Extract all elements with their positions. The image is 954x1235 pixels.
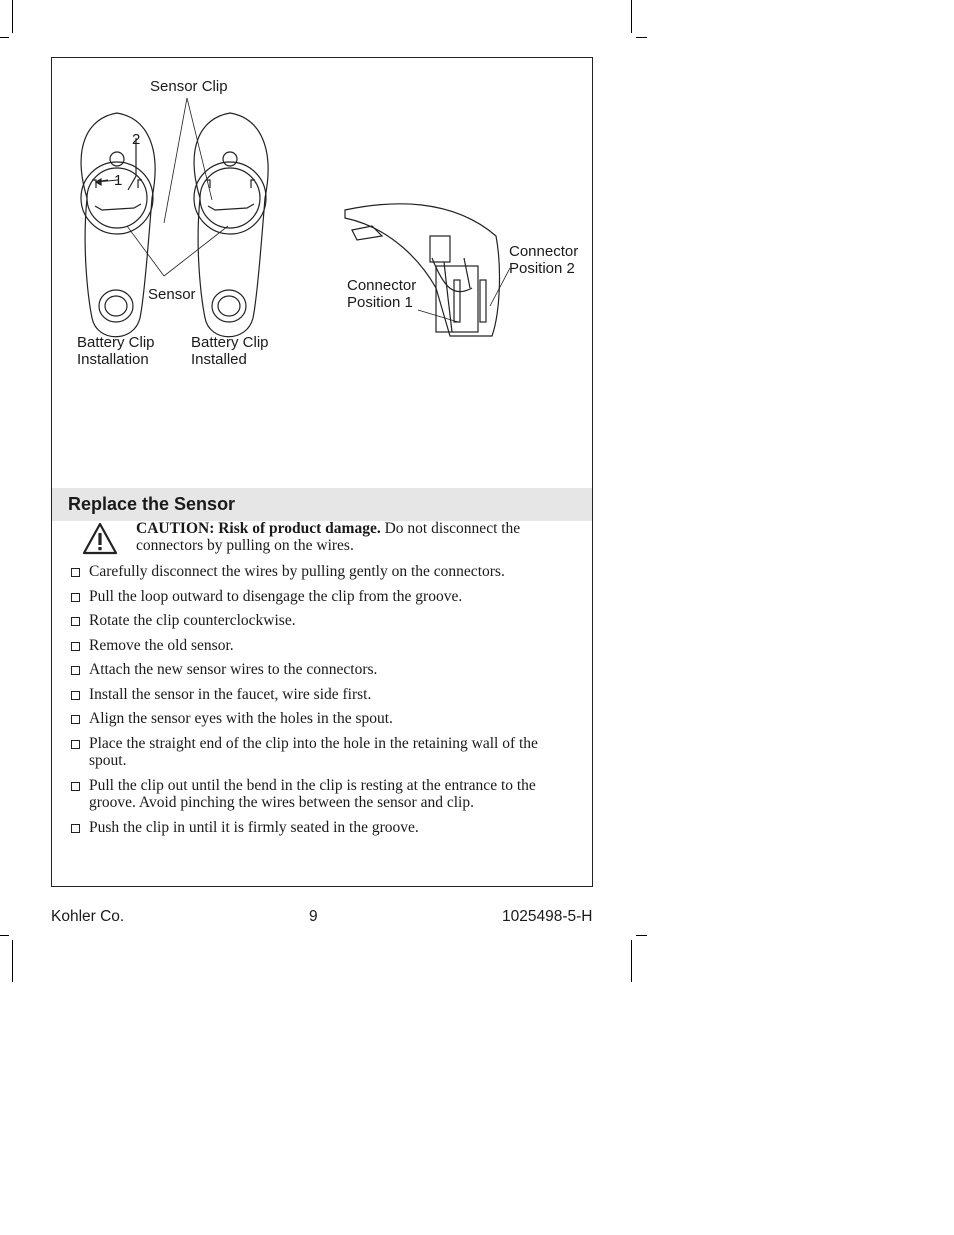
- checkbox-bullet-icon: [71, 782, 80, 791]
- connector-position-1-label-line2: Position 1: [347, 294, 413, 311]
- caution-body: Do not disconnect the connectors by pulling on the wires.: [136, 520, 521, 554]
- connector-position-2-label-line2: Position 2: [509, 260, 575, 277]
- list-item: [70, 563, 540, 581]
- checkbox-bullet-icon: [71, 568, 80, 577]
- checkbox-bullet-icon: [71, 642, 80, 651]
- list-item: [70, 686, 540, 704]
- battery-clip-installation-drawing: [81, 113, 155, 337]
- list-item: [70, 637, 540, 655]
- checkbox-bullet-icon: [71, 593, 80, 602]
- crop-mark: [636, 37, 647, 38]
- crop-mark: [12, 940, 13, 982]
- step-text: Carefully disconnect the wires by pulling gently on the connectors.: [89, 563, 505, 580]
- list-item: [70, 661, 540, 679]
- document-number: 1025498-5-H: [502, 908, 593, 925]
- checkbox-bullet-icon: [71, 617, 80, 626]
- caution-heading: CAUTION: Risk of product damage.: [136, 520, 381, 537]
- crop-mark: [0, 935, 9, 936]
- page-number: 9: [309, 908, 318, 925]
- faucet-spout-drawing: [345, 204, 499, 336]
- step-text: Install the sensor in the faucet, wire side first.: [89, 685, 372, 703]
- callout-2-label: 2: [132, 131, 141, 148]
- step-text: Pull the clip out until the bend in the clip is resting at the entrance to the groove. Avoid pinching the wires between the sensor and clip.: [89, 776, 536, 811]
- step-text: Attach the new sensor wires to the connectors.: [89, 661, 378, 678]
- step-text: Place the straight end of the clip into the hole in the retaining wall of the spout.: [89, 734, 538, 769]
- sensor-label: Sensor: [148, 286, 196, 303]
- crop-mark: [12, 0, 13, 33]
- list-item: [70, 588, 540, 606]
- steps-list: [70, 563, 540, 843]
- caution-note: [136, 520, 576, 554]
- connector-position-2-label-line1: Connector: [509, 243, 579, 260]
- checkbox-bullet-icon: [71, 824, 80, 833]
- checkbox-bullet-icon: [71, 691, 80, 700]
- checkbox-bullet-icon: [71, 715, 80, 724]
- callout-1-label: 1: [114, 172, 123, 189]
- step-text: Pull the loop outward to disengage the clip from the groove.: [89, 587, 463, 605]
- content-box: [51, 57, 593, 887]
- step-text: Push the clip in until it is firmly seated in the groove.: [89, 818, 419, 836]
- list-item: [70, 612, 540, 630]
- crop-mark: [631, 0, 632, 33]
- footer-company: Kohler Co.: [51, 908, 125, 925]
- battery-clip-installation-label-line2: Installation: [77, 351, 149, 368]
- sensor-clip-label: Sensor Clip: [150, 78, 228, 95]
- list-item: [70, 819, 540, 837]
- warning-icon: [82, 522, 118, 556]
- checkbox-bullet-icon: [71, 740, 80, 749]
- step-text: Rotate the clip counterclockwise.: [89, 612, 296, 629]
- connector-position-1-label-line1: Connector: [347, 277, 417, 294]
- step-text: Remove the old sensor.: [89, 636, 234, 654]
- battery-clip-installation-label-line1: Battery Clip: [77, 334, 155, 351]
- battery-clip-installed-label-line1: Battery Clip: [191, 334, 269, 351]
- section-header: [52, 488, 592, 521]
- crop-mark: [0, 37, 9, 38]
- list-item: [70, 735, 540, 770]
- step-text: Align the sensor eyes with the holes in the spout.: [89, 710, 393, 727]
- checkbox-bullet-icon: [71, 666, 80, 675]
- crop-mark: [636, 935, 647, 936]
- section-title: Replace the Sensor: [68, 494, 236, 514]
- crop-mark: [631, 940, 632, 982]
- battery-clip-installed-drawing: [194, 113, 268, 337]
- list-item: [70, 710, 540, 728]
- list-item: [70, 777, 540, 812]
- battery-clip-installed-label-line2: Installed: [191, 351, 247, 368]
